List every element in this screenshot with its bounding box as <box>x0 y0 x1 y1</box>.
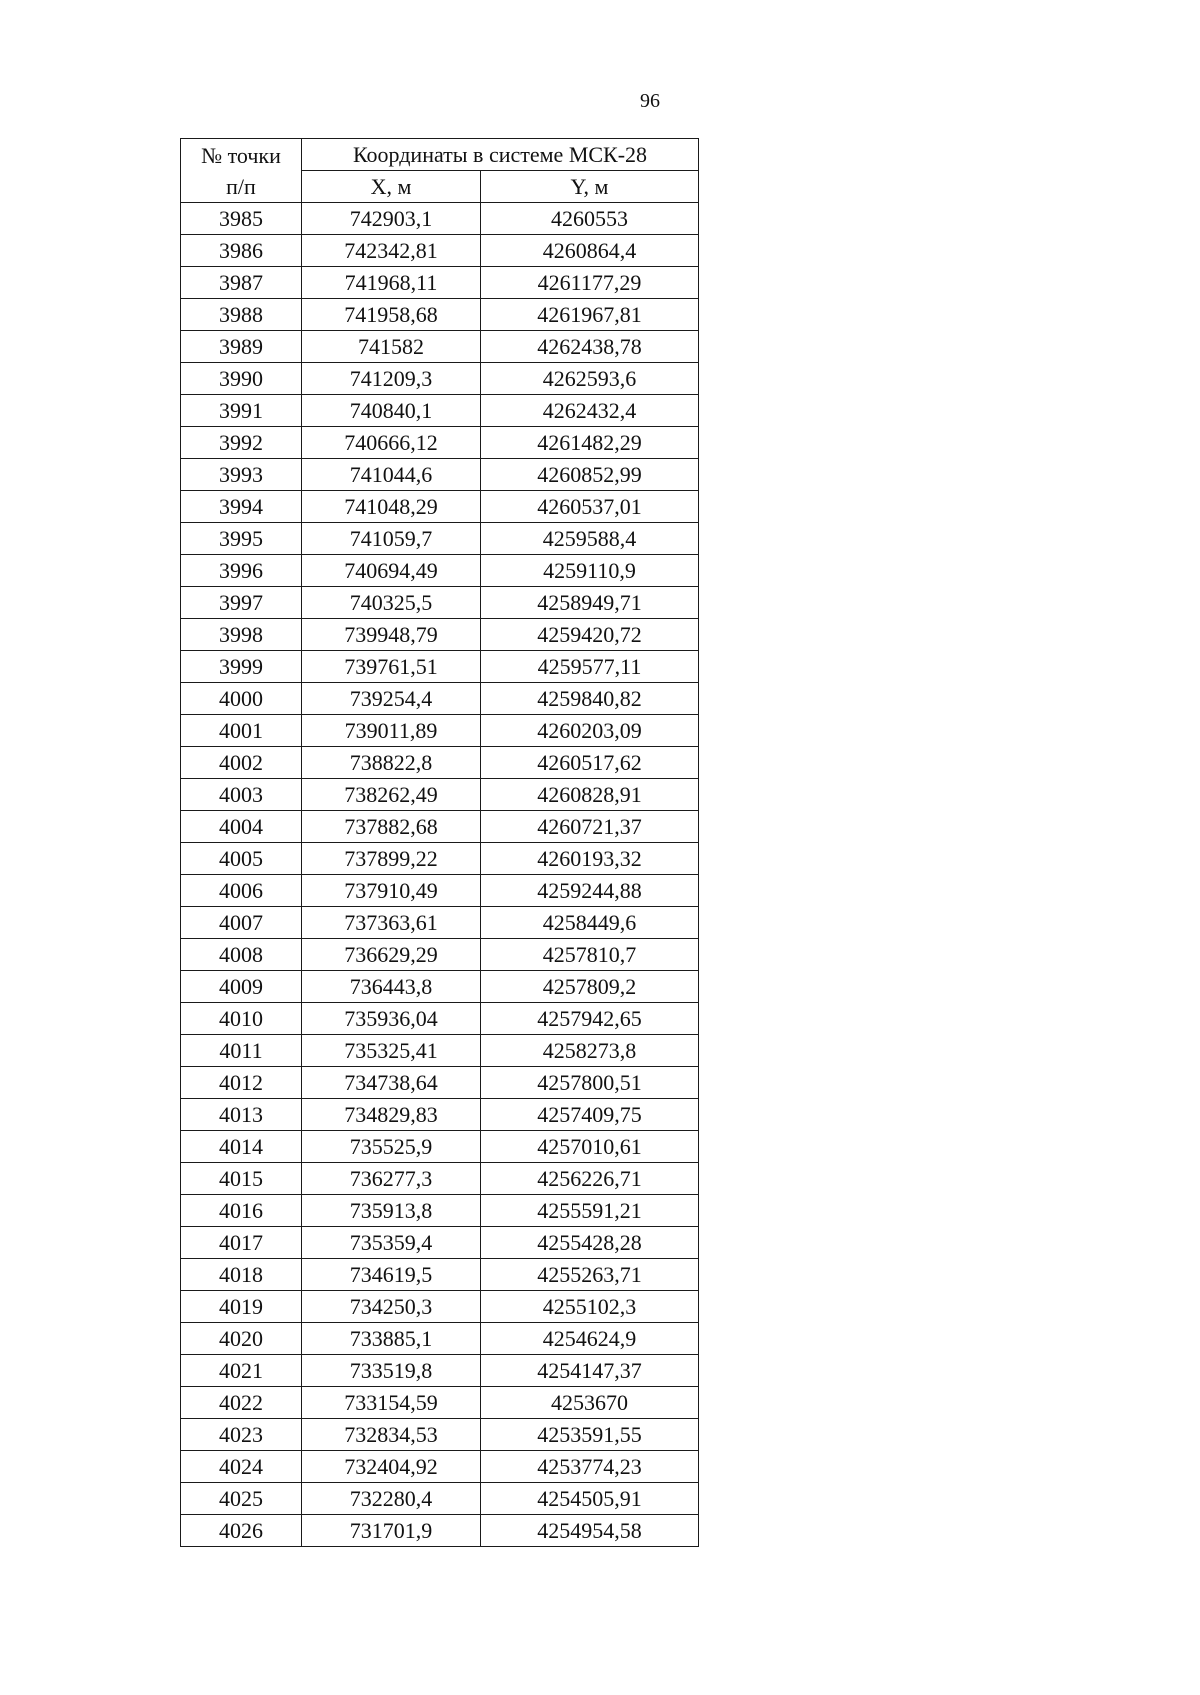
x-coordinate-cell: 742342,81 <box>302 235 481 267</box>
table-row <box>181 651 699 683</box>
x-coordinate-cell: 735359,4 <box>302 1227 481 1259</box>
table-row <box>181 907 699 939</box>
y-coordinate-cell: 4260537,01 <box>481 491 699 523</box>
y-coordinate-cell: 4260517,62 <box>481 747 699 779</box>
point-number-cell: 4009 <box>181 971 302 1003</box>
x-coordinate-cell: 736277,3 <box>302 1163 481 1195</box>
x-coordinate-cell: 733519,8 <box>302 1355 481 1387</box>
table-row <box>181 1035 699 1067</box>
table-row <box>181 363 699 395</box>
table-row <box>181 235 699 267</box>
x-coordinate-cell: 741958,68 <box>302 299 481 331</box>
point-number-cell: 4008 <box>181 939 302 971</box>
table-row <box>181 1355 699 1387</box>
y-coordinate-cell: 4260203,09 <box>481 715 699 747</box>
y-coordinate-cell: 4254505,91 <box>481 1483 699 1515</box>
page-number: 96 <box>640 90 660 112</box>
x-coordinate-cell: 731701,9 <box>302 1515 481 1547</box>
table-row <box>181 747 699 779</box>
x-coordinate-cell: 739254,4 <box>302 683 481 715</box>
table-row <box>181 779 699 811</box>
table-row <box>181 267 699 299</box>
point-number-cell: 3992 <box>181 427 302 459</box>
point-number-header-line2: п/п <box>226 173 256 199</box>
y-coordinate-cell: 4255591,21 <box>481 1195 699 1227</box>
y-coordinate-cell: 4257409,75 <box>481 1099 699 1131</box>
table-row <box>181 1003 699 1035</box>
point-number-cell: 4013 <box>181 1099 302 1131</box>
x-coordinate-cell: 739948,79 <box>302 619 481 651</box>
point-number-cell: 3995 <box>181 523 302 555</box>
point-number-cell: 3999 <box>181 651 302 683</box>
table-row <box>181 1227 699 1259</box>
point-number-cell: 4006 <box>181 875 302 907</box>
table-row <box>181 395 699 427</box>
table-row <box>181 1291 699 1323</box>
x-coordinate-cell: 735325,41 <box>302 1035 481 1067</box>
table-row <box>181 1387 699 1419</box>
point-number-cell: 4023 <box>181 1419 302 1451</box>
y-coordinate-cell: 4261482,29 <box>481 427 699 459</box>
table-row <box>181 1451 699 1483</box>
y-coordinate-cell: 4257809,2 <box>481 971 699 1003</box>
point-number-cell: 4007 <box>181 907 302 939</box>
y-coordinate-cell: 4254624,9 <box>481 1323 699 1355</box>
table-row <box>181 299 699 331</box>
x-coordinate-cell: 741582 <box>302 331 481 363</box>
point-number-cell: 3997 <box>181 587 302 619</box>
y-coordinate-cell: 4262438,78 <box>481 331 699 363</box>
x-coordinate-cell: 740694,49 <box>302 555 481 587</box>
table-row <box>181 1131 699 1163</box>
point-number-cell: 3993 <box>181 459 302 491</box>
x-coordinate-cell: 734829,83 <box>302 1099 481 1131</box>
point-number-cell: 3986 <box>181 235 302 267</box>
table-row <box>181 203 699 235</box>
x-coordinate-cell: 738822,8 <box>302 747 481 779</box>
y-coordinate-cell: 4260193,32 <box>481 843 699 875</box>
table-row <box>181 1067 699 1099</box>
x-coordinate-cell: 738262,49 <box>302 779 481 811</box>
point-number-header <box>181 139 302 203</box>
y-coordinate-cell: 4255102,3 <box>481 1291 699 1323</box>
table-row <box>181 939 699 971</box>
table-row <box>181 971 699 1003</box>
point-number-cell: 4002 <box>181 747 302 779</box>
x-coordinate-cell: 740666,12 <box>302 427 481 459</box>
point-number-cell: 3998 <box>181 619 302 651</box>
point-number-cell: 3990 <box>181 363 302 395</box>
table-row <box>181 587 699 619</box>
point-number-cell: 4016 <box>181 1195 302 1227</box>
y-coordinate-cell: 4257010,61 <box>481 1131 699 1163</box>
point-number-cell: 4025 <box>181 1483 302 1515</box>
y-coordinate-cell: 4260828,91 <box>481 779 699 811</box>
table-row <box>181 555 699 587</box>
point-number-cell: 4000 <box>181 683 302 715</box>
table-row <box>181 1195 699 1227</box>
point-number-cell: 3987 <box>181 267 302 299</box>
table-row <box>181 875 699 907</box>
point-number-cell: 4014 <box>181 1131 302 1163</box>
y-coordinate-cell: 4254147,37 <box>481 1355 699 1387</box>
y-coordinate-cell: 4255428,28 <box>481 1227 699 1259</box>
table-row <box>181 427 699 459</box>
y-coordinate-cell: 4259577,11 <box>481 651 699 683</box>
point-number-cell: 3988 <box>181 299 302 331</box>
point-number-cell: 4003 <box>181 779 302 811</box>
point-number-cell: 4021 <box>181 1355 302 1387</box>
y-coordinate-cell: 4256226,71 <box>481 1163 699 1195</box>
point-number-cell: 4005 <box>181 843 302 875</box>
x-coordinate-cell: 733885,1 <box>302 1323 481 1355</box>
x-coordinate-cell: 739011,89 <box>302 715 481 747</box>
y-coordinate-cell: 4262432,4 <box>481 395 699 427</box>
table-row <box>181 1323 699 1355</box>
point-number-cell: 4012 <box>181 1067 302 1099</box>
x-coordinate-cell: 736629,29 <box>302 939 481 971</box>
y-coordinate-cell: 4255263,71 <box>481 1259 699 1291</box>
table-row <box>181 491 699 523</box>
point-number-cell: 4015 <box>181 1163 302 1195</box>
table-row <box>181 1419 699 1451</box>
x-coordinate-cell: 741059,7 <box>302 523 481 555</box>
y-coordinate-cell: 4259420,72 <box>481 619 699 651</box>
x-coordinate-cell: 740840,1 <box>302 395 481 427</box>
y-coordinate-cell: 4259840,82 <box>481 683 699 715</box>
table-row <box>181 459 699 491</box>
point-number-cell: 4010 <box>181 1003 302 1035</box>
x-coordinate-cell: 737910,49 <box>302 875 481 907</box>
x-column-header: X, м <box>302 171 481 203</box>
y-coordinate-cell: 4260852,99 <box>481 459 699 491</box>
x-coordinate-cell: 737899,22 <box>302 843 481 875</box>
table-row <box>181 523 699 555</box>
point-number-cell: 4022 <box>181 1387 302 1419</box>
point-number-cell: 4017 <box>181 1227 302 1259</box>
y-coordinate-cell: 4258449,6 <box>481 907 699 939</box>
x-coordinate-cell: 741209,3 <box>302 363 481 395</box>
table-row <box>181 843 699 875</box>
point-number-cell: 3985 <box>181 203 302 235</box>
y-coordinate-cell: 4257942,65 <box>481 1003 699 1035</box>
y-coordinate-cell: 4261177,29 <box>481 267 699 299</box>
table-body <box>181 203 699 1547</box>
x-coordinate-cell: 732834,53 <box>302 1419 481 1451</box>
table-row <box>181 1163 699 1195</box>
x-coordinate-cell: 737882,68 <box>302 811 481 843</box>
point-number-cell: 4018 <box>181 1259 302 1291</box>
x-coordinate-cell: 735525,9 <box>302 1131 481 1163</box>
point-number-cell: 4026 <box>181 1515 302 1547</box>
point-number-cell: 4020 <box>181 1323 302 1355</box>
table-header <box>181 139 699 203</box>
point-number-cell: 3996 <box>181 555 302 587</box>
y-coordinate-cell: 4253670 <box>481 1387 699 1419</box>
point-number-cell: 4011 <box>181 1035 302 1067</box>
y-coordinate-cell: 4258949,71 <box>481 587 699 619</box>
coordinates-group-header: Координаты в системе МСК-28 <box>302 139 699 171</box>
x-coordinate-cell: 732404,92 <box>302 1451 481 1483</box>
x-coordinate-cell: 735913,8 <box>302 1195 481 1227</box>
y-coordinate-cell: 4259110,9 <box>481 555 699 587</box>
point-number-cell: 3989 <box>181 331 302 363</box>
x-coordinate-cell: 733154,59 <box>302 1387 481 1419</box>
y-coordinate-cell: 4258273,8 <box>481 1035 699 1067</box>
point-number-cell: 3991 <box>181 395 302 427</box>
y-coordinate-cell: 4254954,58 <box>481 1515 699 1547</box>
y-column-header: Y, м <box>481 171 699 203</box>
table-row <box>181 331 699 363</box>
x-coordinate-cell: 741048,29 <box>302 491 481 523</box>
table-row <box>181 1515 699 1547</box>
y-coordinate-cell: 4260721,37 <box>481 811 699 843</box>
table-row <box>181 1483 699 1515</box>
point-number-cell: 4024 <box>181 1451 302 1483</box>
y-coordinate-cell: 4257810,7 <box>481 939 699 971</box>
y-coordinate-cell: 4262593,6 <box>481 363 699 395</box>
y-coordinate-cell: 4259244,88 <box>481 875 699 907</box>
point-number-cell: 4004 <box>181 811 302 843</box>
x-coordinate-cell: 742903,1 <box>302 203 481 235</box>
point-number-cell: 4019 <box>181 1291 302 1323</box>
y-coordinate-cell: 4257800,51 <box>481 1067 699 1099</box>
y-coordinate-cell: 4261967,81 <box>481 299 699 331</box>
x-coordinate-cell: 741044,6 <box>302 459 481 491</box>
table-row <box>181 1099 699 1131</box>
y-coordinate-cell: 4260553 <box>481 203 699 235</box>
x-coordinate-cell: 736443,8 <box>302 971 481 1003</box>
x-coordinate-cell: 732280,4 <box>302 1483 481 1515</box>
coordinates-table <box>180 138 699 1547</box>
x-coordinate-cell: 735936,04 <box>302 1003 481 1035</box>
table-row <box>181 683 699 715</box>
x-coordinate-cell: 737363,61 <box>302 907 481 939</box>
y-coordinate-cell: 4253591,55 <box>481 1419 699 1451</box>
point-number-cell: 4001 <box>181 715 302 747</box>
table-row <box>181 811 699 843</box>
point-number-cell: 3994 <box>181 491 302 523</box>
x-coordinate-cell: 734619,5 <box>302 1259 481 1291</box>
table-row <box>181 1259 699 1291</box>
table-row <box>181 619 699 651</box>
y-coordinate-cell: 4253774,23 <box>481 1451 699 1483</box>
x-coordinate-cell: 739761,51 <box>302 651 481 683</box>
point-number-header-line1: № точки <box>201 142 281 168</box>
x-coordinate-cell: 734738,64 <box>302 1067 481 1099</box>
y-coordinate-cell: 4260864,4 <box>481 235 699 267</box>
x-coordinate-cell: 741968,11 <box>302 267 481 299</box>
header-row-1 <box>181 139 699 171</box>
y-coordinate-cell: 4259588,4 <box>481 523 699 555</box>
x-coordinate-cell: 740325,5 <box>302 587 481 619</box>
table-row <box>181 715 699 747</box>
x-coordinate-cell: 734250,3 <box>302 1291 481 1323</box>
